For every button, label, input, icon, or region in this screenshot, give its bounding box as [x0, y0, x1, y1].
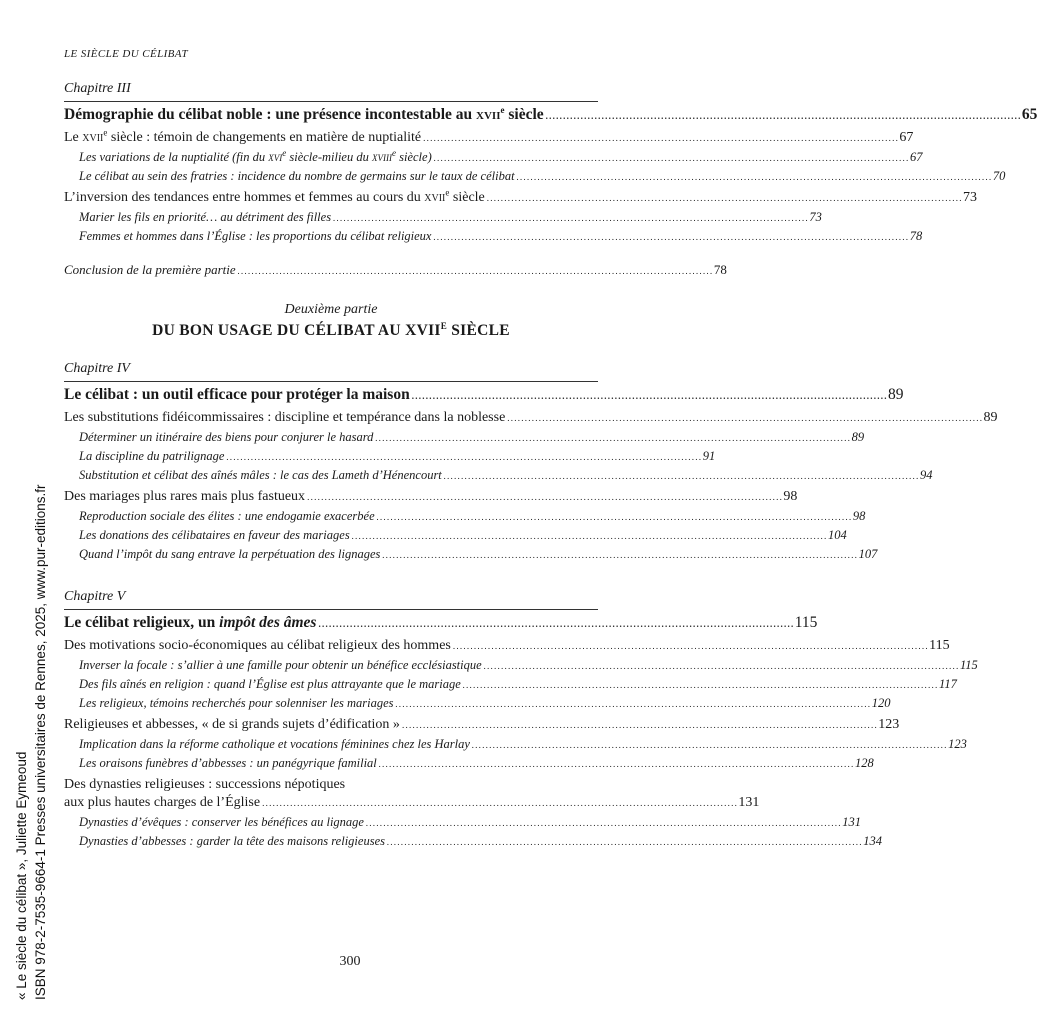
page-number: 300 [339, 954, 361, 969]
part-label: Deuxième partie [284, 302, 378, 317]
side-notice-line1: « Le siècle du célibat », Juliette Eymeoud [14, 751, 29, 1000]
toc-entry[interactable]: La discipline du patrilignage . . . 91 [64, 449, 598, 464]
page-ref: 65 [1021, 106, 1037, 123]
chapter-5-block [64, 589, 978, 849]
page-ref: 131 [842, 815, 861, 829]
toc-entry[interactable]: Conclusion de la première partie . . . 78 [64, 262, 598, 278]
part-title: DU BON USAGE DU CÉLIBAT AU $XVII^E$ SIÈCLE [152, 320, 510, 339]
page-ref: 134 [863, 834, 882, 848]
page-ref: 117 [939, 677, 957, 691]
page-ref: 128 [855, 756, 874, 770]
page-ref: 123 [878, 717, 900, 732]
page-ref: 67 [909, 150, 923, 164]
side-notice-line2: ISBN 978-2-7535-9664-1 Presses universitaires de Rennes, 2025, www.pur-editions.fr [33, 484, 48, 1000]
chapter-rule [64, 609, 598, 610]
toc-entry[interactable]: Substitution et célibat des aînés mâles : le cas des Lameth d’Hénencourt . . . 94 [64, 468, 598, 483]
page-ref: 73 [809, 210, 822, 224]
page-ref: 89 [983, 410, 998, 425]
toc-entry[interactable]: Femmes et hommes dans l’Église : les proportions du célibat religieux . . . 78 [64, 229, 598, 244]
toc-entry[interactable]: Le célibat religieux, un impôt des âmes . . . 115 [64, 614, 598, 632]
toc-entry[interactable]: Quand l’impôt du sang entrave la perpétuation des lignages . . . 107 [64, 547, 598, 562]
toc-entry[interactable]: Des mariages plus rares mais plus fastueux . . . 98 [64, 489, 598, 505]
toc-entry[interactable]: Inverser la focale : s’allier à une famille pour obtenir un bénéfice ecclésiastique . . . 115 [64, 658, 598, 673]
chapter-label: Chapitre III [64, 81, 131, 96]
toc-entry[interactable]: Les substitutions fidéicommissaires : discipline et tempérance dans la noblesse . . . 89 [64, 410, 598, 426]
toc-entry[interactable]: Les religieux, témoins recherchés pour solenniser les mariages . . . 120 [64, 696, 598, 711]
toc-entry[interactable]: Religieuses et abbesses, « de si grands sujets d’édification » . . . 123 [64, 717, 598, 733]
toc-entry[interactable]: Reproduction sociale des élites : une endogamie exacerbée . . . 98 [64, 509, 598, 524]
toc-entry[interactable]: Dynasties d’abbesses : garder la tête des maisons religieuses . . . 134 [64, 834, 598, 849]
page-ref: 104 [827, 528, 847, 542]
page-ref: 115 [959, 658, 978, 672]
toc-entry[interactable]: Le célibat : un outil efficace pour protéger la maison . . . 89 [64, 386, 598, 404]
toc-entry[interactable]: Le célibat au sein des fratries : incidence du nombre de germains sur le taux de célibat . . . 70 [64, 169, 598, 184]
toc-entry[interactable]: Dynasties d’évêques : conserver les bénéfices au lignage . . . 131 [64, 815, 598, 830]
chapter-rule [64, 381, 598, 382]
page-ref: 115 [929, 638, 950, 653]
toc-entry[interactable]: Le xvii$^e$ siècle : témoin de changements en matière de nuptialité . . . 67 [64, 130, 598, 146]
page-ref: 107 [858, 547, 878, 561]
toc-entry[interactable]: Les variations de la nuptialité (fin du xvi$^e$ siècle-milieu du xviii$^e$ siècle) . . . 67 [64, 150, 598, 165]
page-ref: 73 [963, 190, 978, 205]
toc-entry[interactable]: Marier les fils en priorité… au détriment des filles . . . 73 [64, 210, 598, 225]
page-ref: 89 [851, 430, 865, 444]
page-ref: 78 [909, 229, 923, 243]
toc-entry[interactable]: Les oraisons funèbres d’abbesses : un panégyrique familial . . . 128 [64, 756, 598, 771]
toc-entry[interactable]: Implication dans la réforme catholique et vocations féminines chez les Harlay . . . 123 [64, 737, 598, 752]
toc-entry[interactable]: Les donations des célibataires en faveur des mariages . . . 104 [64, 528, 598, 543]
page-ref: 78 [713, 262, 727, 277]
page-ref: 115 [794, 614, 818, 631]
page-ref: 91 [702, 449, 716, 463]
toc-entry[interactable]: Démographie du célibat noble : une présence incontestable au xvii$^e$ siècle . . . 65 [64, 106, 598, 124]
page-ref: 123 [948, 737, 967, 751]
page-ref: 94 [920, 468, 933, 482]
toc-entry[interactable]: Déterminer un itinéraire des biens pour conjurer le hasard . . . 89 [64, 430, 598, 445]
part-2-heading [64, 302, 598, 340]
page-ref: 70 [992, 169, 1006, 183]
running-header: LE SIÈCLE DU CÉLIBAT [64, 48, 189, 60]
toc-entry[interactable]: aux plus hautes charges de l’Église . . . 131 [64, 795, 598, 811]
toc-entry[interactable]: L’inversion des tendances entre hommes et femmes au cours du xvii$^e$ siècle . . . 73 [64, 190, 598, 206]
chapter-4-block [64, 361, 998, 562]
page-ref: 89 [887, 386, 904, 403]
page-ref: 98 [852, 509, 866, 523]
chapter-rule [64, 101, 598, 102]
toc-entry[interactable]: Des fils aînés en religion : quand l’Église est plus attrayante que le mariage . . . 117 [64, 677, 598, 692]
toc-entry-line1[interactable]: Des dynasties religieuses : successions népotiques [64, 777, 346, 792]
chapter-label: Chapitre V [64, 589, 126, 604]
toc-entry[interactable]: Des motivations socio-économiques au célibat religieux des hommes . . . 115 [64, 638, 598, 654]
page-ref: 67 [899, 130, 914, 145]
chapter-3-block [64, 81, 1037, 278]
chapter-label: Chapitre IV [64, 361, 130, 376]
page-ref: 131 [738, 795, 760, 810]
page-ref: 120 [871, 696, 891, 710]
page-ref: 98 [783, 489, 798, 504]
